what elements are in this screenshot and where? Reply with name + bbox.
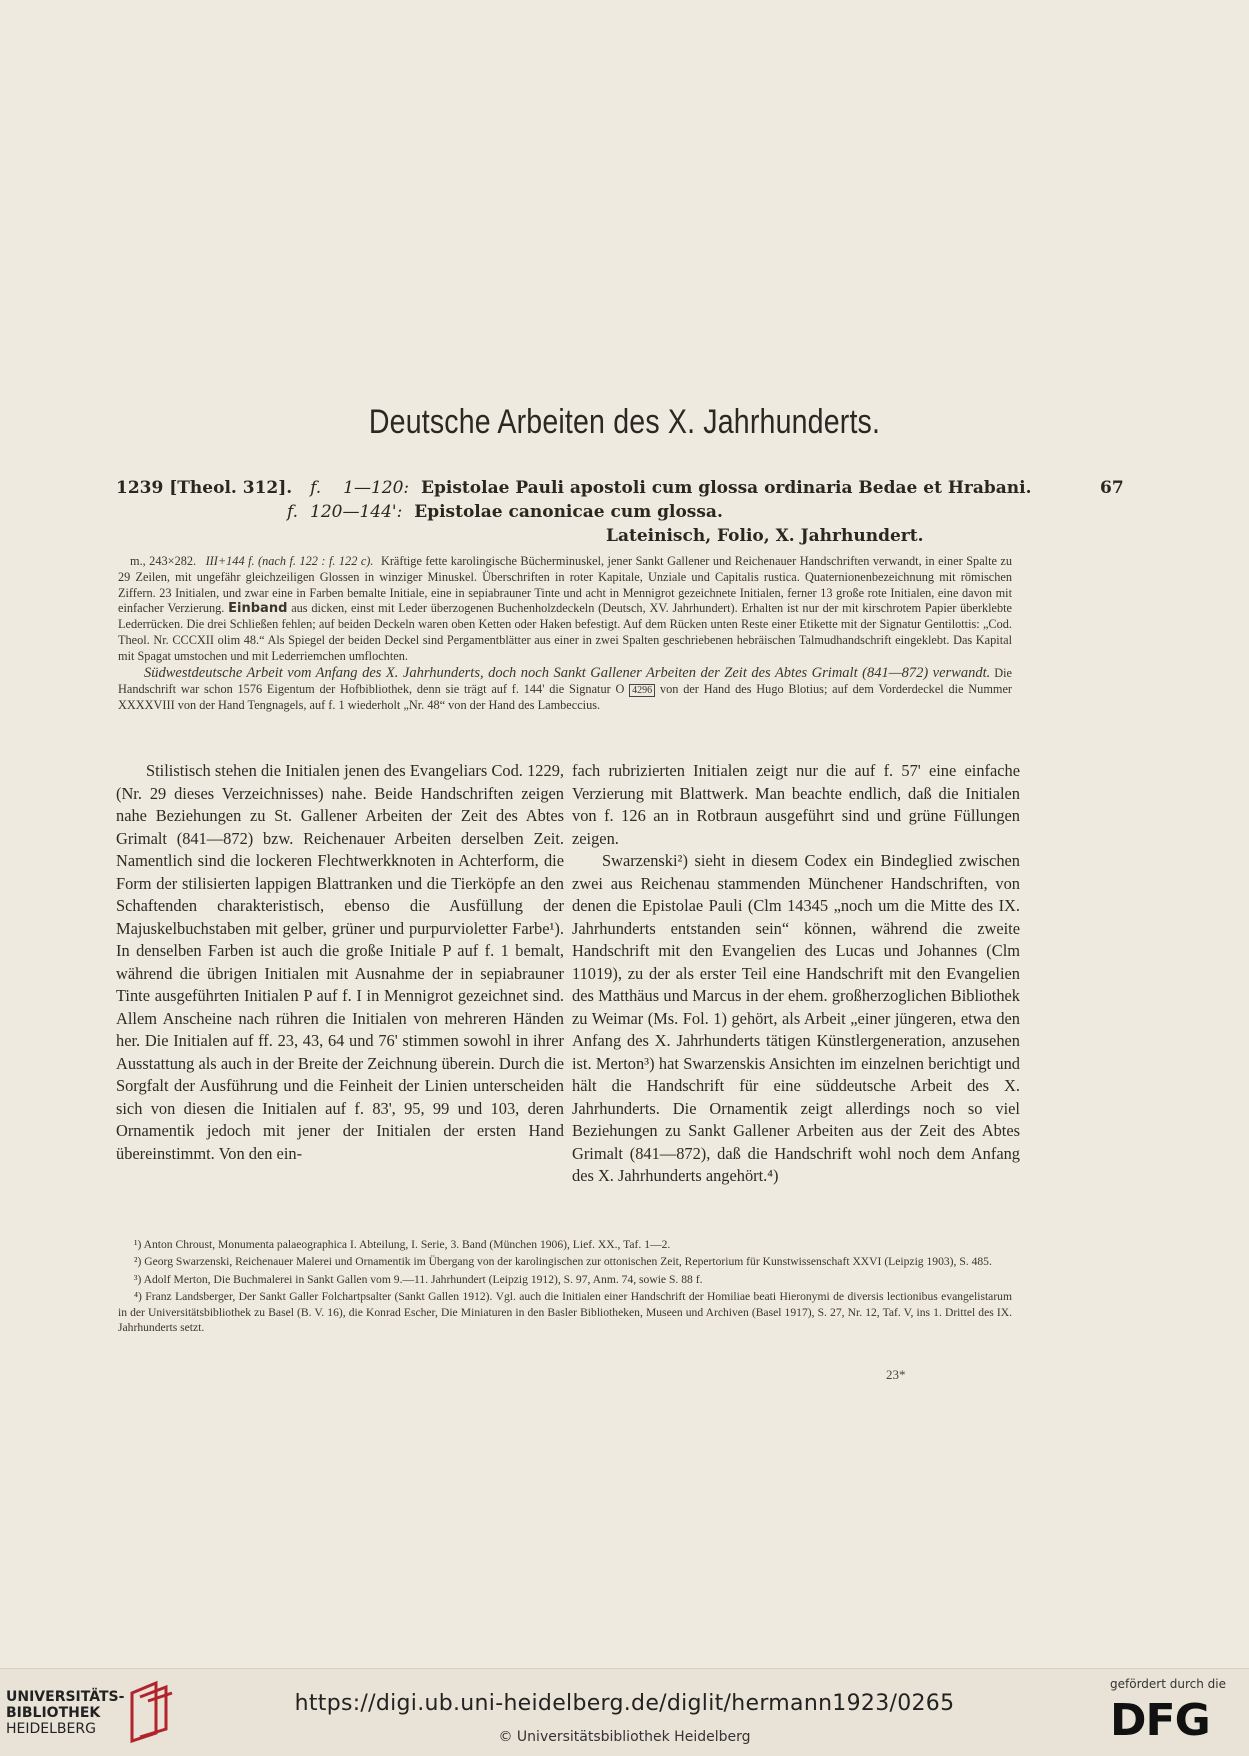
left-column [116, 760, 564, 1165]
right-column [572, 760, 1020, 1188]
footnote-1: ¹) Anton Chroust, Monumenta palaeographica I. Abteilung, I. Serie, 3. Band (München 1906), Lief. XX., Taf. 1—2. [134, 1238, 671, 1251]
viewer-footer-bar [0, 1668, 1249, 1756]
right-column-paragraph-2: Swarzenski²) sieht in diesem Codex ein Bindeglied zwischen zwei aus Reichenau stammenden Münchener Handschriften, von denen die Epistolae Pauli (Clm 14345 „noch um die Mitte des IX. Jahrhunderts entstanden sein“ können, während die zweite Handschrift mit den Evangelien des Lucas und Johannes (Clm 11019), zu der als erster Teil eine Handschrift mit den Evangelien des Matthäus und Marcus in der ehem. großherzoglichen Bibliothek zu Weimar (Ms. Fol. 1) gehört, als Arbeit „einer jüngeren, etwa den Anfang des X. Jahrhunderts tätigen Künstlergeneration, anzusehen ist. Merton³) hat Swarzenskis Ansichten im einzelnen berichtigt und hält die Handschrift für eine süddeutsche Arbeit des X. Jahrhunderts. Die Ornamentik zeigt allerdings noch so viel Beziehungen zu Sankt Gallener Arbeiten aus der Zeit des Abtes Grimalt (841—872), daß die Handschrift wohl noch dem Anfang des X. Jahrhunderts angehört.⁴) [572, 851, 1020, 1185]
library-name-line-1: UNIVERSITÄTS- [6, 1689, 125, 1705]
entry-folio-range-1: 1—120: [343, 478, 410, 498]
library-name-line-3: HEIDELBERG [6, 1721, 96, 1737]
permalink-url[interactable]: https://digi.ub.uni-heidelberg.de/diglit/hermann1923/0265 [294, 1691, 955, 1716]
entry-folio-label-2: f. [287, 502, 299, 522]
right-column-paragraph-1: fach rubrizierten Initialen zeigt nur die auf f. 57' eine einfache Verzierung mit Blattwerk. Man beachte endlich, daß die Initialen von f. 126 an in Rotbraun ausgeführt sind und grüne Füllungen zeigen. [572, 761, 1020, 848]
footnote-3: ³) Adolf Merton, Die Buchmalerei in Sankt Gallen vom 9.—11. Jahrhundert (Leipzig 1912), S. 97, Anm. 74, sowie S. 88 f. [134, 1272, 703, 1286]
description-folios: III+144 f. (nach f. 122 : f. 122 c). [205, 554, 374, 568]
entry-line-1 [116, 478, 1032, 498]
footnotes [118, 1237, 1012, 1337]
entry-title-2: Epistolae canonicae cum glossa. [414, 502, 723, 522]
entry-title-1: Epistolae Pauli apostoli cum glossa ordinaria Bedae et Hrabani. [421, 478, 1032, 498]
entry-line-2 [287, 502, 723, 522]
description-history: Die Handschrift war schon 1576 Eigentum der Hofbibliothek, denn sie trägt auf f. 144' die Signatur O [118, 665, 1013, 696]
page-number: 23* [886, 1367, 906, 1382]
entry-number: 1239 [Theol. 312]. [116, 478, 293, 498]
description-block [118, 554, 1012, 714]
description-paragraph [118, 554, 1012, 665]
description-provenance-paragraph [118, 665, 1012, 715]
footnote-2: ²) Georg Swarzenski, Reichenauer Malerei und Ornamentik im Übergang von der karolingischen zur ottonischen Zeit, Repertorium für Kunstwissenschaft XXVI (Leipzig 1903), S. 485. [134, 1255, 992, 1269]
dfg-logo: DFG [1110, 1695, 1210, 1746]
footnote-4: ⁴) Franz Landsberger, Der Sankt Galler Folchartpsalter (Sankt Gallen 1912). Vgl. auch die Initialen einer Handschrift der Homiliae beati Hieronymi de diversis lectionibus evangelistarum in der Universitätsbibliothek zu Basel (B. V. 16), die Konrad Escher, Die Miniaturen in den Basler Bibliotheken, Museen und Archiven (Basel 1917), S. 27, Nr. 12, Taf. V, ins 1. Drittel des IX. Jahrhunderts setzt. [118, 1290, 1012, 1335]
description-binding: aus dicken, einst mit Leder überzogenen Buchenholzdeckeln (Deutsch, XV. Jahrhundert). Erhalten ist nur der mit kirschrotem Papier überklebte Lederrücken. Die drei Schließen fehlen; auf beiden Deckeln waren oben Ketten oder Haken befestigt. Auf dem Rücken unten Reste einer Etikette mit der Signatur Gentilottis: „Cod. Theol. Nr. CCCXII olim 48.“ Als Spiegel der beiden Deckel sind Pergamentblätter aus einer in zwei Spalten geschriebenen hebräischen Talmudhandschrift eingeklebt. Das Kapital mit Spagat umstochen und mit Lederriemchen umflochten. [118, 601, 1012, 663]
entry-folio-range-2: 120—144': [310, 502, 403, 522]
left-column-paragraph: Stilistisch stehen die Initialen jenen des Evangeliars Cod. 1229, (Nr. 29 dieses Verzeichnisses) nahe. Beide Handschriften zeigen nahe Beziehungen zu St. Gallener Arbeiten der Zeit des Abtes Grimalt (841—872) bzw. Reichenauer Arbeiten derselben Zeit. Namentlich sind die lockeren Flechtwerkknoten in Achterform, die Form der stilisierten lappigen Blattranken und die Tierköpfe an den Schaftenden charakteristisch, ebenso die Ausfüllung der Majuskelbuchstaben mit gelber, grüner und purpurvioletter Farbe¹). In denselben Farben ist auch die große Initiale P auf f. 1 bemalt, während die übrigen Initialen mit Ausnahme der in sepiabrauner Tinte ausgeführten Initialen P auf f. I in Mennigrot gezeichnet sind. Allem Anscheine nach rühren die Initialen von mehreren Händen her. Die Initialen auf ff. 23, 43, 64 und 76' stimmen sowohl in ihrer Ausstattung als auch in der Breite der Zeichnung überein. Durch die Sorgfalt der Ausführung und die Feinheit der Linien unterscheiden sich von diesen die Initialen auf f. 83', 95, 99 und 103, deren Ornamentik jedoch mit jener der Initialen der ersten Hand übereinstimmt. Von den ein- [116, 761, 564, 1163]
description-history-end: von der Hand des Hugo Blotius; auf dem Vorderdeckel die Nummer XXXXVIII von der Hand Tengnagels, auf f. 1 wiederholt „Nr. 48“ von der Hand des Lambeccius. [118, 681, 1013, 713]
section-heading: Deutsche Arbeiten des X. Jahrhunderts. [368, 403, 881, 441]
plate-number: 67 [1100, 478, 1124, 498]
funding-label: gefördert durch die [1110, 1677, 1226, 1691]
entry-folio-label-1: f. [310, 478, 322, 498]
description-signature-box: 4296 [629, 684, 655, 697]
description-script: Kräftige fette karolingische Bücherminuskel, jener Sankt Gallener und Reichenauer Handschriften verwandt, in einer Spalte zu 29 Zeilen, mit ungefähr gleichzeiligen Glossen in winziger Minuskel. Überschriften in roter Kapitale, Unziale und Capitalis rustica. Quaternionenbezeichnung mit römischen Ziffern. 23 Initialen, und zwar eine in Farben bemalte Initiale, eine in sepiabrauner Tinte und acht in Mennigrot gezeichnete Initialen, ferner 13 große rote Initialen, eine davon mit einfacher Verzierung. [118, 554, 1013, 616]
copyright-notice: © Universitätsbibliothek Heidelberg [498, 1729, 751, 1745]
library-name-line-2: BIBLIOTHEK [6, 1705, 101, 1721]
entry-subtitle: Lateinisch, Folio, X. Jahrhundert. [606, 526, 924, 546]
description-attribution: Südwestdeutsche Arbeit vom Anfang des X. Jahrhunderts, doch noch Sankt Gallener Arbeiten der Zeit des Abtes Grimalt (841—872) verwandt. [144, 664, 991, 681]
description-binding-label: Einband [228, 601, 288, 617]
description-dimensions: m., 243×282. [130, 554, 197, 568]
